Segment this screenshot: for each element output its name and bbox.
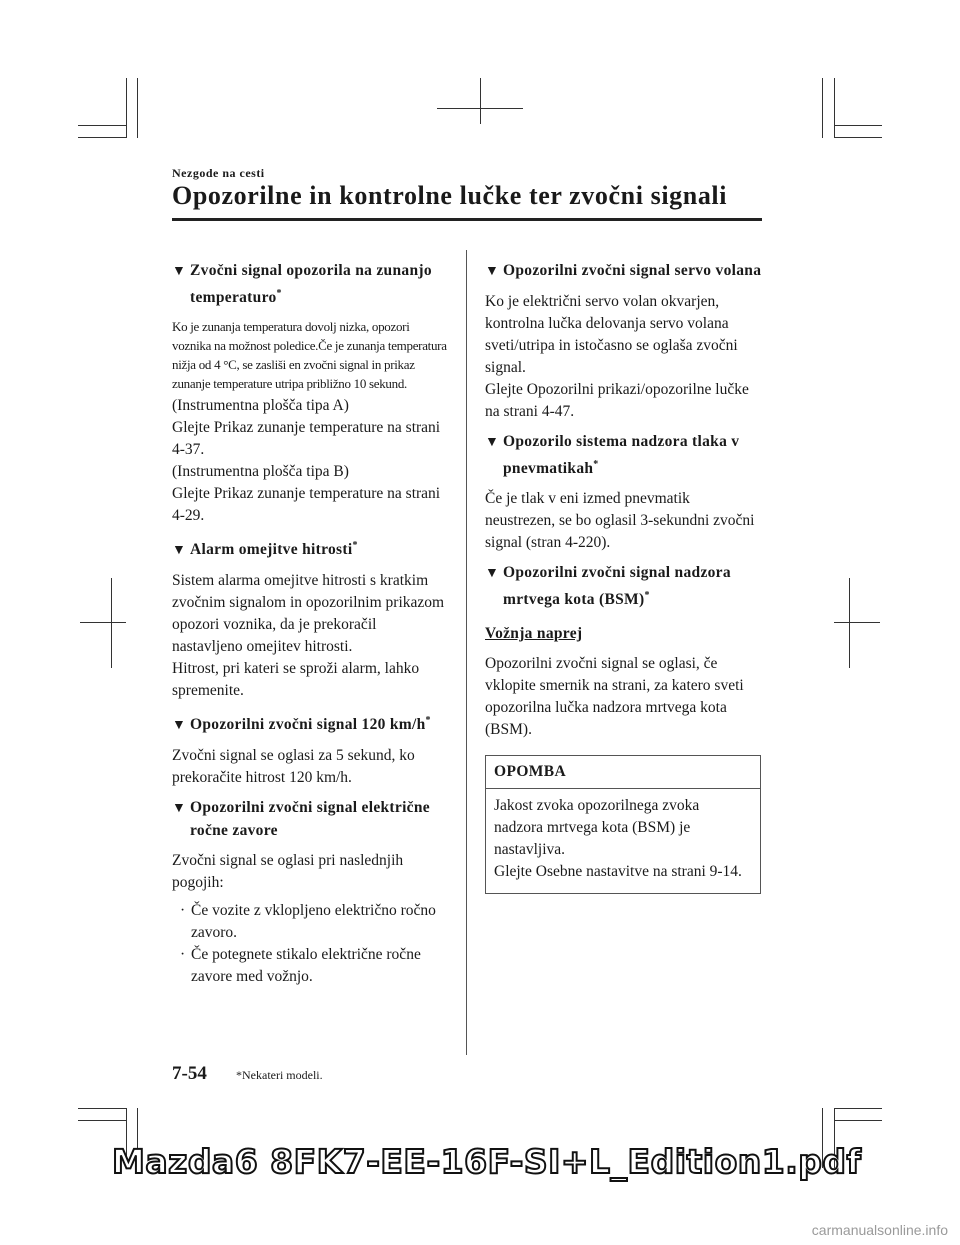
heading-power-steering: ▼ Opozorilni zvočni signal servo volana xyxy=(485,260,763,283)
paragraph: Ko je zunanja temperatura dovolj nizka, opozori voznika na možnost poledice.Če je zunanja temperatura nižja od 4 °C, se zasliši en zvočni signal in prikaz zunanje temperature utripa približno 10 sekund. xyxy=(172,319,447,392)
list-item: · Če potegnete stikalo električne ročne zavore med vožnjo. xyxy=(180,946,421,986)
note-title: OPOMBA xyxy=(486,756,760,789)
paragraph: Hitrost, pri kateri se sproži alarm, lahko spremenite. xyxy=(172,660,420,700)
crop-mark xyxy=(78,1120,126,1121)
asterisk-mark: * xyxy=(425,715,431,727)
crop-mark xyxy=(834,622,880,623)
footnote: *Nekateri modeli. xyxy=(236,1068,323,1082)
bullet-list xyxy=(180,900,450,988)
crop-mark xyxy=(137,78,138,138)
paragraph: Če je tlak v eni izmed pnevmatik neustrezen, se bo oglasil 3-sekundni zvočni signal (stran 4-220). xyxy=(485,490,755,552)
triangle-icon: ▼ xyxy=(485,264,500,279)
crop-mark xyxy=(437,108,523,109)
text-line: (Instrumentna plošča tipa A) xyxy=(172,397,349,415)
paragraph-block xyxy=(485,291,763,423)
subheading: Vožnja naprej xyxy=(485,625,583,643)
crop-mark xyxy=(78,137,126,138)
paragraph: Zvočni signal se oglasi pri naslednjih pogojih: xyxy=(172,852,404,892)
bullet-icon: · xyxy=(180,946,186,964)
paragraph: Glejte Osebne nastavitve na strani 9-14. xyxy=(494,863,742,881)
asterisk-mark: * xyxy=(352,540,358,552)
column-divider xyxy=(466,250,467,1055)
heading-blind-spot: ▼ Opozorilni zvočni signal nadzora mrtvega kota (BSM)* xyxy=(485,564,731,609)
list-item: · Če vozite z vklopljeno električno ročno zavoro. xyxy=(180,902,436,942)
heading-speed-alarm: ▼ Alarm omejitve hitrosti* xyxy=(172,535,450,562)
heading-tire-pressure: ▼ Opozorilo sistema nadzora tlaka v pnevmatikah* xyxy=(485,433,740,478)
heading-outside-temperature: ▼ Zvočni signal opozorila na zunanjo temperaturo* xyxy=(172,262,432,307)
crop-mark xyxy=(111,578,112,668)
bullet-icon: · xyxy=(180,902,186,920)
text-line: Glejte Prikaz zunanje temperature na strani 4-29. xyxy=(172,485,441,525)
paragraph: Jakost zvoka opozorilnega zvoka nadzora mrtvega kota (BSM) je nastavljiva. xyxy=(494,797,700,859)
paragraph: Zvočni signal se oglasi za 5 sekund, ko prekoračite hitrost 120 km/h. xyxy=(172,747,415,787)
reference-block xyxy=(172,395,450,527)
triangle-icon: ▼ xyxy=(172,801,187,817)
asterisk-mark: * xyxy=(276,288,282,299)
heading-electric-parking-brake: ▼ Opozorilni zvočni signal električne ročne zavore xyxy=(172,799,430,840)
note-body xyxy=(486,789,760,893)
crop-mark xyxy=(80,622,126,623)
paragraph-block xyxy=(172,570,450,702)
filename-watermark: Mazda6 8FK7-EE-16F-SI+L_Edition1.pdf xyxy=(112,1142,862,1181)
triangle-icon: ▼ xyxy=(172,264,187,279)
text-line: Glejte Prikaz zunanje temperature na strani 4-37. xyxy=(172,419,441,459)
crop-mark xyxy=(834,125,882,126)
heading-120kmh: ▼ Opozorilni zvočni signal 120 km/h* xyxy=(172,710,450,737)
triangle-icon: ▼ xyxy=(485,566,500,582)
site-watermark: carmanualsonline.info xyxy=(811,1222,948,1238)
text-line: (Instrumentna plošča tipa B) xyxy=(172,463,349,481)
triangle-icon: ▼ xyxy=(172,543,187,559)
left-column xyxy=(172,252,450,988)
asterisk-mark: * xyxy=(593,459,599,470)
paragraph: Ko je električni servo volan okvarjen, kontrolna lučka delovanja servo volana sveti/utripa in istočasno se oglaša zvočni signal. xyxy=(485,293,738,376)
triangle-icon: ▼ xyxy=(485,435,500,450)
title-rule xyxy=(172,218,762,221)
asterisk-mark: * xyxy=(644,590,650,602)
crop-mark xyxy=(834,78,835,138)
paragraph: Opozorilni zvočni signal se oglasi, če vklopite smernik na strani, za katero sveti opozorilna lučka nadzora mrtvega kota (BSM). xyxy=(485,655,744,739)
crop-mark xyxy=(78,1108,126,1109)
crop-mark xyxy=(126,78,127,138)
section-label: Nezgode na cesti xyxy=(172,166,265,180)
crop-mark xyxy=(822,78,823,138)
triangle-icon: ▼ xyxy=(172,718,187,734)
crop-mark xyxy=(834,1120,882,1121)
paragraph: Sistem alarma omejitve hitrosti s kratkim zvočnim signalom in opozorilnim prikazom opozori voznika, da je prekoračil nastavljeno omejitev hitrosti. xyxy=(172,572,445,656)
paragraph: Glejte Opozorilni prikazi/opozorilne lučke na strani 4-47. xyxy=(485,381,749,420)
right-column xyxy=(485,252,763,894)
crop-mark xyxy=(480,78,481,124)
crop-mark xyxy=(834,137,882,138)
crop-mark xyxy=(849,578,850,668)
crop-mark xyxy=(834,1108,882,1109)
note-box xyxy=(485,755,761,894)
crop-mark xyxy=(78,125,126,126)
page-number: 7-54 xyxy=(172,1063,207,1084)
page-title: Opozorilne in kontrolne lučke ter zvočni signali xyxy=(172,181,728,210)
